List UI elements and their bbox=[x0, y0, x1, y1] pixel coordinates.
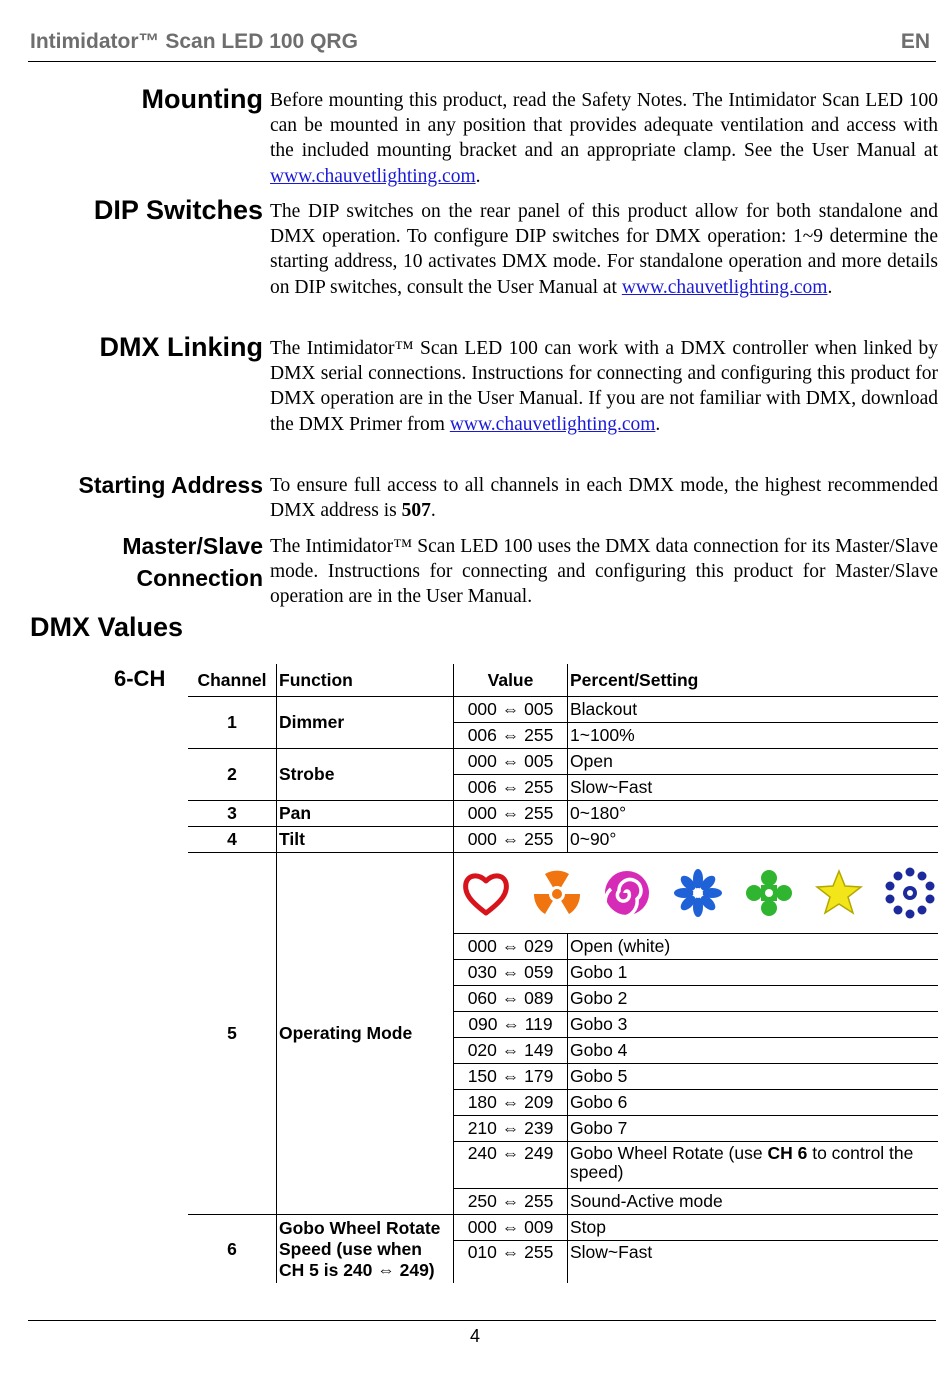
col-header: Channel bbox=[188, 664, 277, 697]
setting-cell: Gobo 5 bbox=[568, 1064, 939, 1090]
value-cell: 150 ⇔ 179 bbox=[454, 1064, 568, 1090]
page-header bbox=[28, 28, 936, 62]
header-title: Intimidator™ Scan LED 100 QRG bbox=[30, 30, 358, 53]
channel-cell: 5 bbox=[188, 853, 277, 1215]
value-cell: 006 ⇔ 255 bbox=[454, 775, 568, 801]
value-cell: 060 ⇔ 089 bbox=[454, 986, 568, 1012]
value-cell: 000 ⇔ 005 bbox=[454, 749, 568, 775]
setting-cell: Gobo 2 bbox=[568, 986, 939, 1012]
section-heading: DIP Switches bbox=[93, 195, 263, 225]
table-row bbox=[188, 1215, 938, 1241]
function-cell: Strobe bbox=[277, 749, 454, 801]
setting-cell: Gobo 4 bbox=[568, 1038, 939, 1064]
value-cell: 010 ⇔ 255 bbox=[454, 1241, 568, 1284]
channel-cell: 3 bbox=[188, 801, 277, 827]
value-cell: 000 ⇔ 009 bbox=[454, 1215, 568, 1241]
channel-cell: 2 bbox=[188, 749, 277, 801]
value-cell: 000 ⇔ 005 bbox=[454, 697, 568, 723]
setting-cell: 0~180° bbox=[568, 801, 939, 827]
channel-cell: 1 bbox=[188, 697, 277, 749]
table-row bbox=[188, 697, 938, 723]
recommended-address: 507 bbox=[401, 500, 431, 522]
section-body: The Intimidator™ Scan LED 100 uses the DMX data connection for its Master/Slave mode. Instructions for connecting and configuring this product for Master/Slave operation are in the User Manual. bbox=[270, 536, 938, 608]
setting-cell: Blackout bbox=[568, 697, 939, 723]
value-cell: 180 ⇔ 209 bbox=[454, 1090, 568, 1116]
value-cell: 030 ⇔ 059 bbox=[454, 960, 568, 986]
value-cell: 000 ⇔ 029 bbox=[454, 934, 568, 960]
value-cell: 210 ⇔ 239 bbox=[454, 1116, 568, 1142]
function-cell: Tilt bbox=[277, 827, 454, 853]
table-header-row bbox=[188, 664, 938, 697]
setting-cell: Stop bbox=[568, 1215, 939, 1241]
gobo-strip bbox=[456, 867, 936, 919]
setting-cell: Slow~Fast bbox=[568, 775, 939, 801]
value-cell: 000 ⇔ 255 bbox=[454, 801, 568, 827]
section-heading: Master/Slave Connection bbox=[122, 533, 263, 591]
mode-label: 6-CH bbox=[114, 666, 166, 691]
value-cell: 240 ⇔ 249 bbox=[454, 1142, 568, 1189]
value-cell: 020 ⇔ 149 bbox=[454, 1038, 568, 1064]
setting-cell: Gobo Wheel Rotate (use CH 6 to control the speed) bbox=[568, 1142, 939, 1189]
website-link[interactable]: www.chauvetlighting.com bbox=[449, 413, 656, 435]
channel-cell: 4 bbox=[188, 827, 277, 853]
header-language: EN bbox=[900, 30, 930, 53]
section-body: The DIP switches on the rear panel of this product allow for both standalone and DMX operation. To configure DIP switches for DMX operation: 1~9 determine the starting address, 10 activates DMX mode. For standalone operation and more details on DIP switches, consult the User Manual at www.chauvetlighting.com. bbox=[270, 201, 938, 298]
section-body: Before mounting this product, read the Safety Notes. The Intimidator Scan LED 100 can be mounted in any position that provides adequate ventilation and access with the included mounting bracket and an appropriate clamp. See the User Manual at www.chauvetlighting.com. bbox=[270, 90, 938, 187]
page-number: 4 bbox=[469, 1326, 480, 1346]
setting-cell: Sound-Active mode bbox=[568, 1189, 939, 1215]
function-cell: Gobo Wheel Rotate Speed (use when CH 5 is 240 ⇔ 249) bbox=[277, 1215, 454, 1284]
setting-cell: Gobo 1 bbox=[568, 960, 939, 986]
col-header: Percent/Setting bbox=[568, 664, 939, 697]
value-cell: 006 ⇔ 255 bbox=[454, 723, 568, 749]
setting-cell: Slow~Fast bbox=[570, 1242, 653, 1262]
setting-cell: Open bbox=[568, 749, 939, 775]
section-heading: Mounting bbox=[141, 84, 263, 114]
setting-cell: Gobo 3 bbox=[568, 1012, 939, 1038]
clover-gobo-icon bbox=[743, 867, 795, 919]
function-cell: Dimmer bbox=[277, 697, 454, 749]
channel-cell: 6 bbox=[188, 1215, 277, 1284]
heart-gobo-icon bbox=[460, 867, 512, 919]
gobo-images-cell bbox=[454, 853, 939, 934]
value-cell: 000 ⇔ 255 bbox=[454, 827, 568, 853]
spiral-gobo-icon bbox=[601, 867, 653, 919]
section-heading: Starting Address bbox=[78, 472, 263, 498]
table-row bbox=[188, 801, 938, 827]
ring-gobo-icon bbox=[884, 867, 936, 919]
col-header: Value bbox=[454, 664, 568, 697]
setting-cell: 0~90° bbox=[568, 827, 939, 853]
section-body: To ensure full access to all channels in each DMX mode, the highest recommended DMX address is 507. bbox=[270, 475, 938, 522]
function-cell: Pan bbox=[277, 801, 454, 827]
value-cell: 090 ⇔ 119 bbox=[454, 1012, 568, 1038]
radiation-gobo-icon bbox=[531, 867, 583, 919]
function-cell: Operating Mode bbox=[277, 853, 454, 1215]
website-link[interactable]: www.chauvetlighting.com bbox=[621, 276, 828, 298]
setting-cell: Gobo 6 bbox=[568, 1090, 939, 1116]
snowflake-gobo-icon bbox=[672, 867, 724, 919]
value-cell: 250 ⇔ 255 bbox=[454, 1189, 568, 1215]
star-gobo-icon bbox=[813, 867, 865, 919]
setting-cell: Gobo 7 bbox=[568, 1116, 939, 1142]
section-body: The Intimidator™ Scan LED 100 can work with a DMX controller when linked by DMX serial connections. Instructions for connecting and configuring this product for DMX operation are in the User Manual. If you are not familiar with DMX, download the DMX Primer from www.chauvetlighting.com. bbox=[270, 338, 938, 435]
footer-rule bbox=[28, 1320, 936, 1321]
col-header: Function bbox=[277, 664, 454, 697]
gobo-image-row bbox=[188, 853, 938, 934]
setting-cell: Open (white) bbox=[568, 934, 939, 960]
setting-cell: 1~100% bbox=[568, 723, 939, 749]
table-row bbox=[188, 827, 938, 853]
dmx-values-heading: DMX Values bbox=[30, 612, 184, 642]
table-row bbox=[188, 749, 938, 775]
website-link[interactable]: www.chauvetlighting.com bbox=[270, 165, 476, 187]
section-heading: DMX Linking bbox=[99, 332, 263, 362]
dmx-table bbox=[188, 664, 938, 1283]
